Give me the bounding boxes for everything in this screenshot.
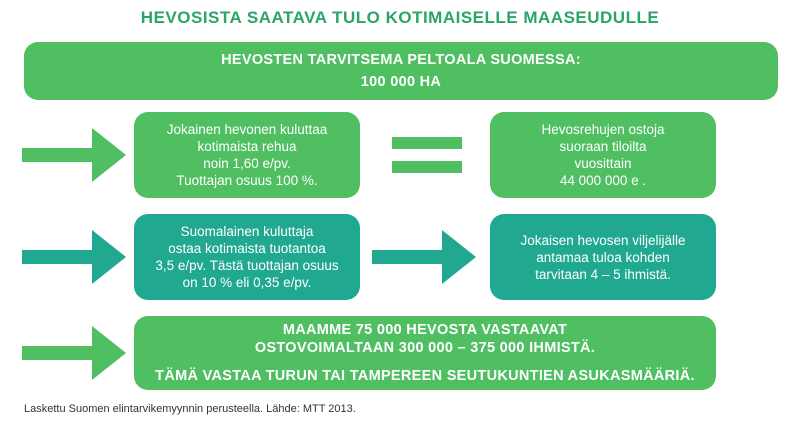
box2-line: suoraan tiloilta xyxy=(559,139,647,154)
header-line-2: 100 000 HA xyxy=(360,74,442,90)
arrow-right-icon xyxy=(22,230,126,284)
equals-icon xyxy=(392,137,462,173)
box1-line: noin 1,60 e/pv. xyxy=(203,156,291,171)
feed-consumption-box xyxy=(134,112,360,198)
box3-line: 3,5 e/pv. Tästä tuottajan osuus xyxy=(155,258,339,273)
field-area-header-box xyxy=(24,42,778,100)
people-per-horse-box xyxy=(490,214,716,300)
box3-line: on 10 % eli 0,35 e/pv. xyxy=(182,275,312,290)
summary-box xyxy=(134,316,716,390)
box2-line: vuosittain xyxy=(574,156,632,171)
box4-line: tarvitaan 4 – 5 ihmistä. xyxy=(535,266,671,282)
box2-line: 44 000 000 e . xyxy=(559,173,647,188)
box4-line: antamaa tuloa kohden xyxy=(536,249,670,265)
feed-purchases-box xyxy=(490,112,716,198)
source-footnote: Laskettu Suomen elintarvikemyynnin perusteella. Lähde: MTT 2013. xyxy=(24,403,356,415)
consumer-spending-box xyxy=(134,214,360,300)
infographic-title: HEVOSISTA SAATAVA TULO KOTIMAISELLE MAASEUDULLE xyxy=(140,8,660,27)
arrow-right-icon xyxy=(22,326,126,380)
arrow-right-icon xyxy=(22,128,126,182)
box4-line: Jokaisen hevosen viljelijälle xyxy=(520,232,686,248)
summary-line-1: MAAMME 75 000 HEVOSTA VASTAAVAT xyxy=(282,322,568,338)
box1-line: Tuottajan osuus 100 %. xyxy=(176,173,318,188)
summary-line-3: TÄMÄ VASTAA TURUN TAI TAMPEREEN SEUTUKUNTIEN ASUKASMÄÄRIÄ. xyxy=(155,368,695,384)
box3-line: Suomalainen kuluttaja xyxy=(180,224,314,239)
box2-line: Hevosrehujen ostoja xyxy=(541,122,665,137)
arrow-right-icon xyxy=(372,230,476,284)
box1-line: kotimaista rehua xyxy=(197,139,297,154)
box1-line: Jokainen hevonen kuluttaa xyxy=(166,122,328,137)
summary-line-2: OSTOVOIMALTAAN 300 000 – 375 000 IHMISTÄ. xyxy=(254,340,596,356)
box3-line: ostaa kotimaista tuotantoa xyxy=(168,241,326,256)
header-line-1: HEVOSTEN TARVITSEMA PELTOALA SUOMESSA: xyxy=(221,52,581,68)
